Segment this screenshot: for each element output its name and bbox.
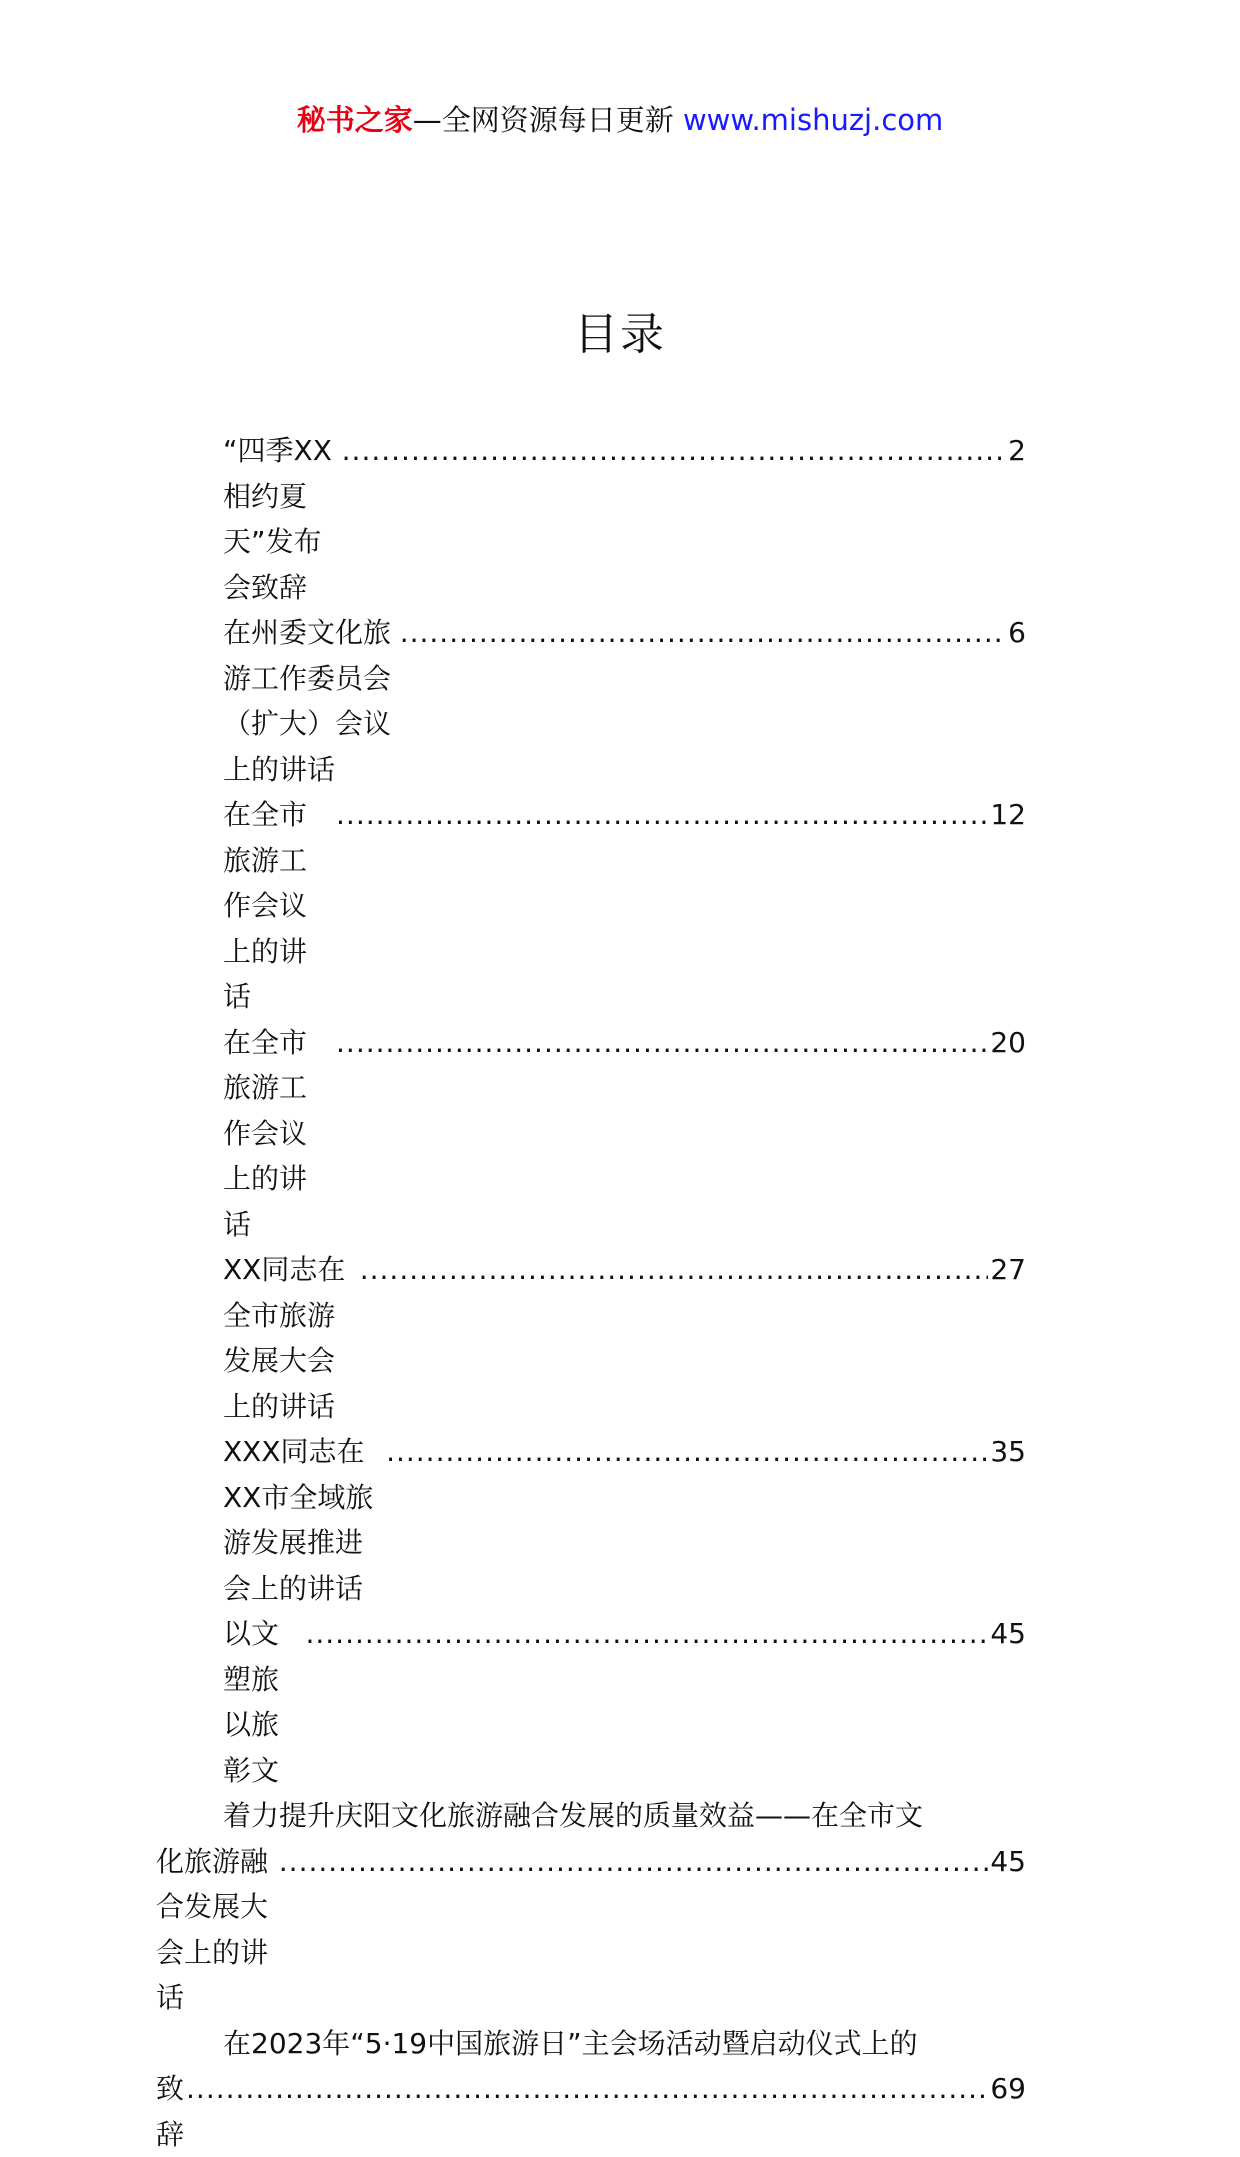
toc-entry-title-line1: 在2023年“5·19中国旅游日”主会场活动暨启动仪式上的 [223, 2021, 918, 2067]
leader-dots [186, 2066, 988, 2112]
toc-page-number: 45 [990, 1611, 1026, 1657]
toc-entry-title: “四季XX相约夏天”发布会致辞 [223, 428, 340, 610]
site-url-link[interactable]: www.mishuzj.com [683, 103, 943, 137]
toc-page-number: 27 [990, 1247, 1026, 1293]
toc-page-number: 6 [1008, 610, 1026, 656]
toc-entry-title: 在州委文化旅游工作委员会（扩大）会议上的讲话 [223, 610, 398, 792]
leader-dots [279, 1839, 989, 1885]
toc-entry[interactable] [156, 1247, 1081, 1429]
toc-entry[interactable] [156, 1020, 1081, 1248]
toc-page-number: 20 [990, 1020, 1026, 1066]
toc-entry[interactable] [156, 610, 1081, 792]
toc-entry[interactable] [156, 1611, 1081, 1793]
leader-dots [336, 1020, 988, 1066]
toc-entry-title-line2: 致辞 [156, 2066, 184, 2157]
site-header [0, 100, 1240, 140]
toc-entry-title: XXX同志在XX市全域旅游发展推进会上的讲话 [223, 1429, 384, 1611]
toc-page-number: 12 [990, 792, 1026, 838]
leader-dots [336, 792, 988, 838]
toc-entry-title: 在全市旅游工作会议上的讲话 [223, 792, 334, 1020]
toc-page-number: 35 [990, 1429, 1026, 1475]
toc-entry-title: 在全市旅游工作会议上的讲话 [223, 1020, 334, 1248]
tagline: —全网资源每日更新 [413, 103, 674, 137]
leader-dots [360, 1247, 989, 1293]
leader-dots [342, 428, 1007, 474]
brand-name: 秘书之家 [297, 103, 413, 137]
toc-entry[interactable] [156, 792, 1081, 1020]
toc-entry-title-line1: 着力提升庆阳文化旅游融合发展的质量效益——在全市文 [223, 1793, 923, 1839]
page-title: 目录 [0, 305, 1240, 365]
toc-entry[interactable] [156, 1793, 1081, 2021]
toc-page-number: 69 [990, 2066, 1026, 2112]
toc-entry[interactable] [156, 428, 1081, 610]
toc-entry[interactable] [156, 2021, 1081, 2157]
toc-page-number: 45 [990, 1839, 1026, 1885]
toc-entry[interactable] [156, 1429, 1081, 1611]
toc-page-number: 2 [1008, 428, 1026, 474]
toc-entry-title: 以文塑旅 以旅彰文 [223, 1611, 303, 1793]
table-of-contents [156, 428, 1081, 2157]
leader-dots [400, 610, 1006, 656]
toc-entry-title-line2: 化旅游融合发展大会上的讲话 [156, 1839, 277, 2021]
leader-dots [386, 1429, 988, 1475]
leader-dots [305, 1611, 988, 1657]
toc-entry-title: XX同志在全市旅游发展大会上的讲话 [223, 1247, 358, 1429]
